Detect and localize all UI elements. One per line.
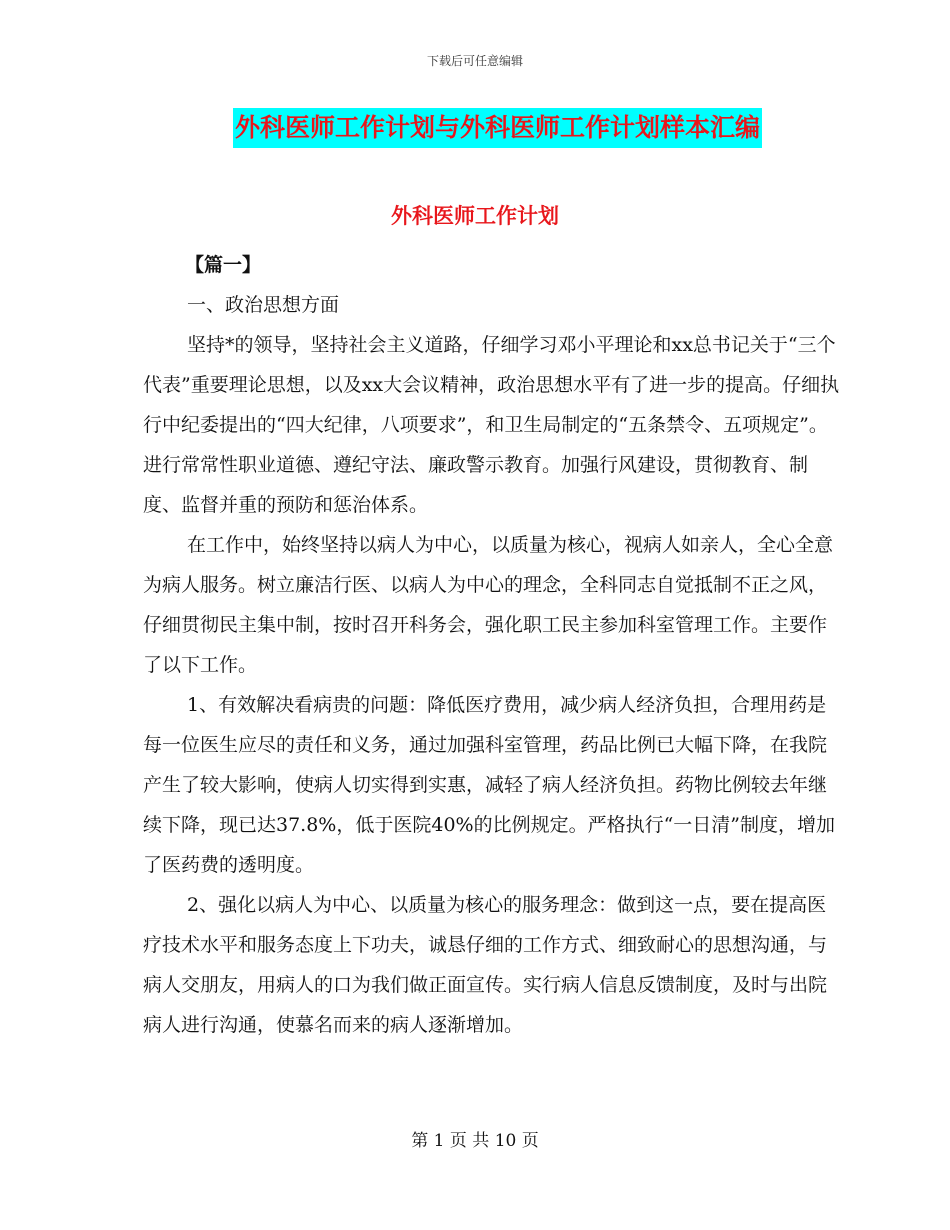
page-header-note: 下载后可任意编辑 (426, 54, 523, 68)
heading-political: 一、政治思想方面 (187, 294, 340, 316)
paragraph-3: 1、有效解决看病贵的问题：降低医疗费用，减少病人经济负担，合理用药是每一位医生应尽的责任和义务，通过加强科室管理，药品比例已大幅下降，在我院产生了较大影响，使病人切实得到实惠，减轻了病人经济负担。药物比例较去年继续下降，现已达37.8%，低于医院40%的比例规定。严格执行“一日清”制度，增加了医药费的透明度。 (143, 694, 836, 876)
page-number: 第 1 页 共 10 页 (411, 1131, 539, 1151)
section-title: 外科医师工作计划 (391, 204, 559, 228)
chapter-label: 【篇一】 (185, 254, 262, 276)
paragraph-1: 坚持*的领导，坚持社会主义道路，仔细学习邓小平理论和xx总书记关于“三个代表”重要理论思想，以及xx大会议精神，政治思想水平有了进一步的提高。仔细执行中纪委提出的“四大纪律，八项要求”，和卫生局制定的“五条禁令、五项规定”。进行常常性职业道德、遵纪守法、廉政警示教育。加强行风建设，贯彻教育、制度、监督并重的预防和惩治体系。 (143, 334, 840, 516)
document-body (143, 245, 843, 1045)
document-title-container (0, 108, 950, 148)
paragraph-4: 2、强化以病人为中心、以质量为核心的服务理念：做到这一点，要在提高医疗技术水平和服务态度上下功夫，诚恳仔细的工作方式、细致耐心的思想沟通，与病人交朋友，用病人的口为我们做正面宣传。实行病人信息反馈制度，及时与出院病人进行沟通，使慕名而来的病人逐渐增加。 (143, 894, 828, 1036)
document-title: 外科医师工作计划与外科医师工作计划样本汇编 (233, 108, 762, 148)
paragraph-2: 在工作中，始终坚持以病人为中心，以质量为核心，视病人如亲人，全心全意为病人服务。树立廉洁行医、以病人为中心的理念，全科同志自觉抵制不正之风，仔细贯彻民主集中制，按时召开科务会，强化职工民主参加科室管理工作。主要作了以下工作。 (143, 534, 834, 676)
